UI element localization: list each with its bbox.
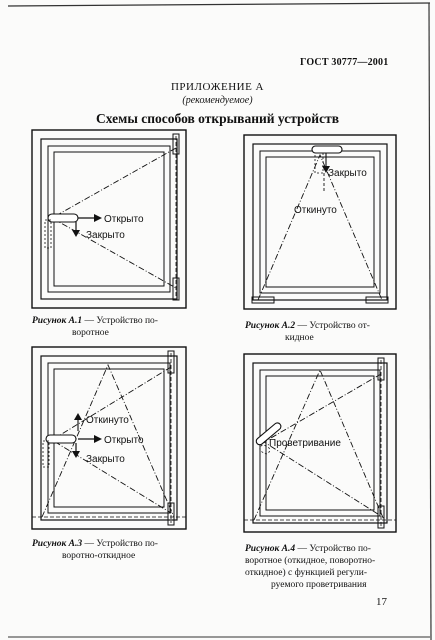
caption-text: откидное) с функцией регули-	[245, 568, 368, 578]
caption-a2	[245, 320, 395, 344]
caption-text: руемого проветривания	[271, 580, 367, 590]
caption-text: воротно-откидное	[62, 551, 136, 561]
label-ventilation: Проветривание	[269, 438, 341, 449]
label-tilted: Откинуто	[86, 415, 129, 426]
caption-text: — Устройство по-	[84, 316, 158, 326]
label-closed: Закрыто	[86, 454, 125, 465]
caption-label: Рисунок А.3	[32, 539, 83, 549]
appendix-title: ПРИЛОЖЕНИЕ А	[170, 81, 264, 93]
appendix-subtitle: (рекомендуемое)	[182, 95, 253, 106]
label-tilted: Откинуто	[294, 205, 337, 216]
caption-label: Рисунок А.2	[245, 321, 296, 331]
caption-text: кидное	[285, 333, 314, 343]
caption-text: — Устройство от-	[297, 321, 370, 331]
caption-text: — Устройство по-	[297, 544, 371, 554]
figure-a4-diagram	[240, 352, 400, 536]
figure-a1-diagram	[28, 128, 190, 313]
caption-label: Рисунок А.4	[245, 544, 296, 554]
caption-text: — Устройство по-	[84, 539, 158, 549]
label-closed: Закрыто	[328, 168, 367, 179]
caption-label: Рисунок А.1	[32, 316, 83, 326]
label-open: Открыто	[104, 435, 144, 446]
figure-a3-diagram	[28, 345, 190, 535]
figure-a2-diagram	[240, 133, 400, 313]
caption-a1	[32, 315, 177, 339]
page-number: 17	[376, 596, 387, 608]
caption-text: воротное (откидное, поворотно-	[245, 556, 376, 566]
caption-a4	[245, 543, 395, 591]
page-title: Схемы способов открываний устройств	[95, 111, 340, 126]
caption-a3	[32, 538, 182, 562]
label-open: Открыто	[104, 214, 144, 225]
standard-number: ГОСТ 30777—2001	[300, 57, 389, 68]
label-closed: Закрыто	[86, 230, 125, 241]
caption-text: воротное	[72, 328, 109, 338]
